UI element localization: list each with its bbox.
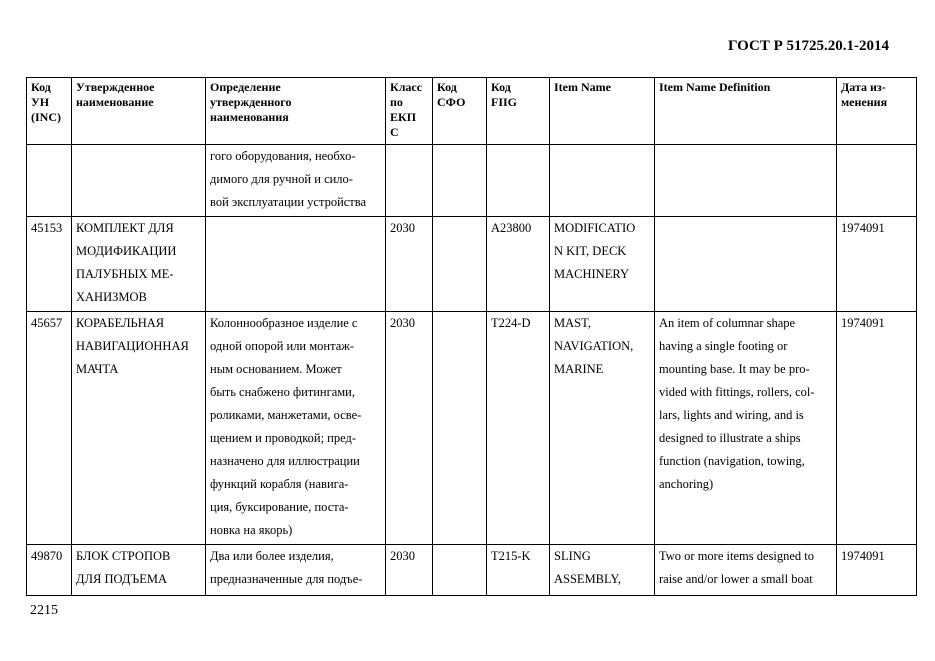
- column-header-date: [837, 78, 917, 145]
- cell-item-name: [550, 312, 655, 545]
- cell-line: MARINE: [554, 362, 604, 376]
- cell-code: [27, 545, 72, 596]
- cell-code: [27, 312, 72, 545]
- column-header-line: Класс: [390, 80, 423, 94]
- table-row: [27, 145, 917, 217]
- column-header-line: Item Name: [554, 80, 611, 94]
- cell-line: быть снабжено фитингами,: [210, 385, 355, 399]
- column-header-fiig: [487, 78, 550, 145]
- cell-line: raise and/or lower a small boat: [659, 572, 813, 586]
- column-header-item-def: [655, 78, 837, 145]
- cell-line: одной опорой или монтаж-: [210, 339, 355, 353]
- cell-definition: [206, 312, 386, 545]
- cell-line: vided with fittings, rollers, col-: [659, 385, 815, 399]
- column-header-line: Код: [437, 80, 457, 94]
- table-row: [27, 545, 917, 596]
- cell-sfo: [433, 545, 487, 596]
- table-body: [27, 145, 917, 596]
- cell-line: lars, lights and wiring, and is: [659, 408, 804, 422]
- cell-line: 2030: [390, 549, 415, 563]
- cell-line: щением и проводкой; пред-: [210, 431, 357, 445]
- cell-line: mounting base. It may be pro-: [659, 362, 810, 376]
- cell-line: anchoring): [659, 477, 714, 491]
- cell-name: [72, 312, 206, 545]
- cell-line: MAST,: [554, 316, 591, 330]
- cell-line: having a single footing or: [659, 339, 788, 353]
- cell-item-def: [655, 145, 837, 217]
- column-header-line: наименования: [210, 110, 289, 124]
- cell-line: 2030: [390, 221, 415, 235]
- cell-fiig: [487, 545, 550, 596]
- column-header-line: по: [390, 95, 403, 109]
- cell-class: [386, 312, 433, 545]
- cell-line: 45657: [31, 316, 63, 330]
- cell-item-def: [655, 217, 837, 312]
- header-row: [27, 78, 917, 145]
- cell-line: 45153: [31, 221, 63, 235]
- column-header-line: Item Name Definition: [659, 80, 771, 94]
- cell-line: Two or more items designed to: [659, 549, 814, 563]
- cell-line: function (navigation, towing,: [659, 454, 805, 468]
- cell-line: ХАНИЗМОВ: [76, 290, 147, 304]
- column-header-line: Определение: [210, 80, 281, 94]
- cell-line: функций корабля (навига-: [210, 477, 349, 491]
- cell-line: предназначенные для подъе-: [210, 572, 363, 586]
- column-header-line: Код: [31, 80, 51, 94]
- column-header-line: УН: [31, 95, 50, 109]
- cell-sfo: [433, 145, 487, 217]
- cell-sfo: [433, 217, 487, 312]
- cell-line: МОДИФИКАЦИИ: [76, 244, 177, 258]
- cell-line: димого для ручной и сило-: [210, 172, 353, 186]
- column-header-sfo: [433, 78, 487, 145]
- cell-line: ным основанием. Может: [210, 362, 342, 376]
- column-header-class: [386, 78, 433, 145]
- cell-line: T224-D: [491, 316, 531, 330]
- cell-item-name: [550, 545, 655, 596]
- cell-code: [27, 145, 72, 217]
- cell-date: [837, 145, 917, 217]
- table-row: [27, 312, 917, 545]
- cell-line: 2030: [390, 316, 415, 330]
- page-number: 2215: [30, 603, 58, 618]
- cell-name: [72, 217, 206, 312]
- cell-line: ПАЛУБНЫХ МЕ-: [76, 267, 174, 281]
- column-header-line: менения: [841, 95, 888, 109]
- cell-item-name: [550, 145, 655, 217]
- column-header-line: СФО: [437, 95, 466, 109]
- cell-line: ция, буксирование, поста-: [210, 500, 349, 514]
- cell-line: гого оборудования, необхо-: [210, 149, 356, 163]
- column-header-line: Код: [491, 80, 511, 94]
- cell-definition: [206, 217, 386, 312]
- column-header-definition: [206, 78, 386, 145]
- cell-class: [386, 217, 433, 312]
- cell-line: A23800: [491, 221, 532, 235]
- column-header-line: Утвержденное: [76, 80, 155, 94]
- column-header-name: [72, 78, 206, 145]
- cell-line: ASSEMBLY,: [554, 572, 621, 586]
- cell-fiig: [487, 312, 550, 545]
- cell-line: An item of columnar shape: [659, 316, 796, 330]
- column-header-item-name: [550, 78, 655, 145]
- cell-code: [27, 217, 72, 312]
- column-header-line: FIIG: [491, 95, 518, 109]
- cell-item-name: [550, 217, 655, 312]
- column-header-line: наименование: [76, 95, 154, 109]
- cell-date: [837, 217, 917, 312]
- cell-line: МАЧТА: [76, 362, 119, 376]
- cell-date: [837, 312, 917, 545]
- cell-line: MODIFICATIO: [554, 221, 636, 235]
- column-header-line: утвержденного: [210, 95, 292, 109]
- cell-line: SLING: [554, 549, 591, 563]
- cell-date: [837, 545, 917, 596]
- cell-class: [386, 145, 433, 217]
- cell-line: КОМПЛЕКТ ДЛЯ: [76, 221, 174, 235]
- cell-line: Два или более изделия,: [210, 549, 334, 563]
- cell-definition: [206, 545, 386, 596]
- cell-line: N KIT, DECK: [554, 244, 627, 258]
- column-header-code: [27, 78, 72, 145]
- cell-line: 49870: [31, 549, 63, 563]
- cell-line: 1974091: [841, 316, 885, 330]
- column-header-line: ЕКП: [390, 110, 417, 124]
- catalog-table: [26, 77, 917, 596]
- cell-line: КОРАБЕЛЬНАЯ: [76, 316, 165, 330]
- cell-definition: [206, 145, 386, 217]
- document-code: ГОСТ Р 51725.20.1-2014: [727, 38, 889, 54]
- column-header-line: С: [390, 125, 399, 139]
- cell-line: NAVIGATION,: [554, 339, 634, 353]
- cell-fiig: [487, 217, 550, 312]
- cell-line: роликами, манжетами, осве-: [210, 408, 362, 422]
- cell-line: новка на якорь): [210, 523, 293, 537]
- cell-line: Колоннообразное изделие с: [210, 316, 358, 330]
- cell-line: MACHINERY: [554, 267, 630, 281]
- cell-item-def: [655, 312, 837, 545]
- cell-sfo: [433, 312, 487, 545]
- cell-line: вой эксплуатации устройства: [210, 195, 367, 209]
- cell-line: ДЛЯ ПОДЪЕМА: [76, 572, 168, 586]
- cell-line: БЛОК СТРОПОВ: [76, 549, 171, 563]
- cell-name: [72, 145, 206, 217]
- table-row: [27, 217, 917, 312]
- cell-line: 1974091: [841, 221, 885, 235]
- cell-class: [386, 545, 433, 596]
- cell-line: назначено для иллюстрации: [210, 454, 360, 468]
- cell-name: [72, 545, 206, 596]
- column-header-line: (INC): [31, 110, 61, 124]
- cell-line: НАВИГАЦИОННАЯ: [76, 339, 189, 353]
- cell-line: designed to illustrate a ships: [659, 431, 801, 445]
- cell-fiig: [487, 145, 550, 217]
- column-header-line: Дата из-: [841, 80, 886, 94]
- cell-line: 1974091: [841, 549, 885, 563]
- cell-line: T215-K: [491, 549, 531, 563]
- cell-item-def: [655, 545, 837, 596]
